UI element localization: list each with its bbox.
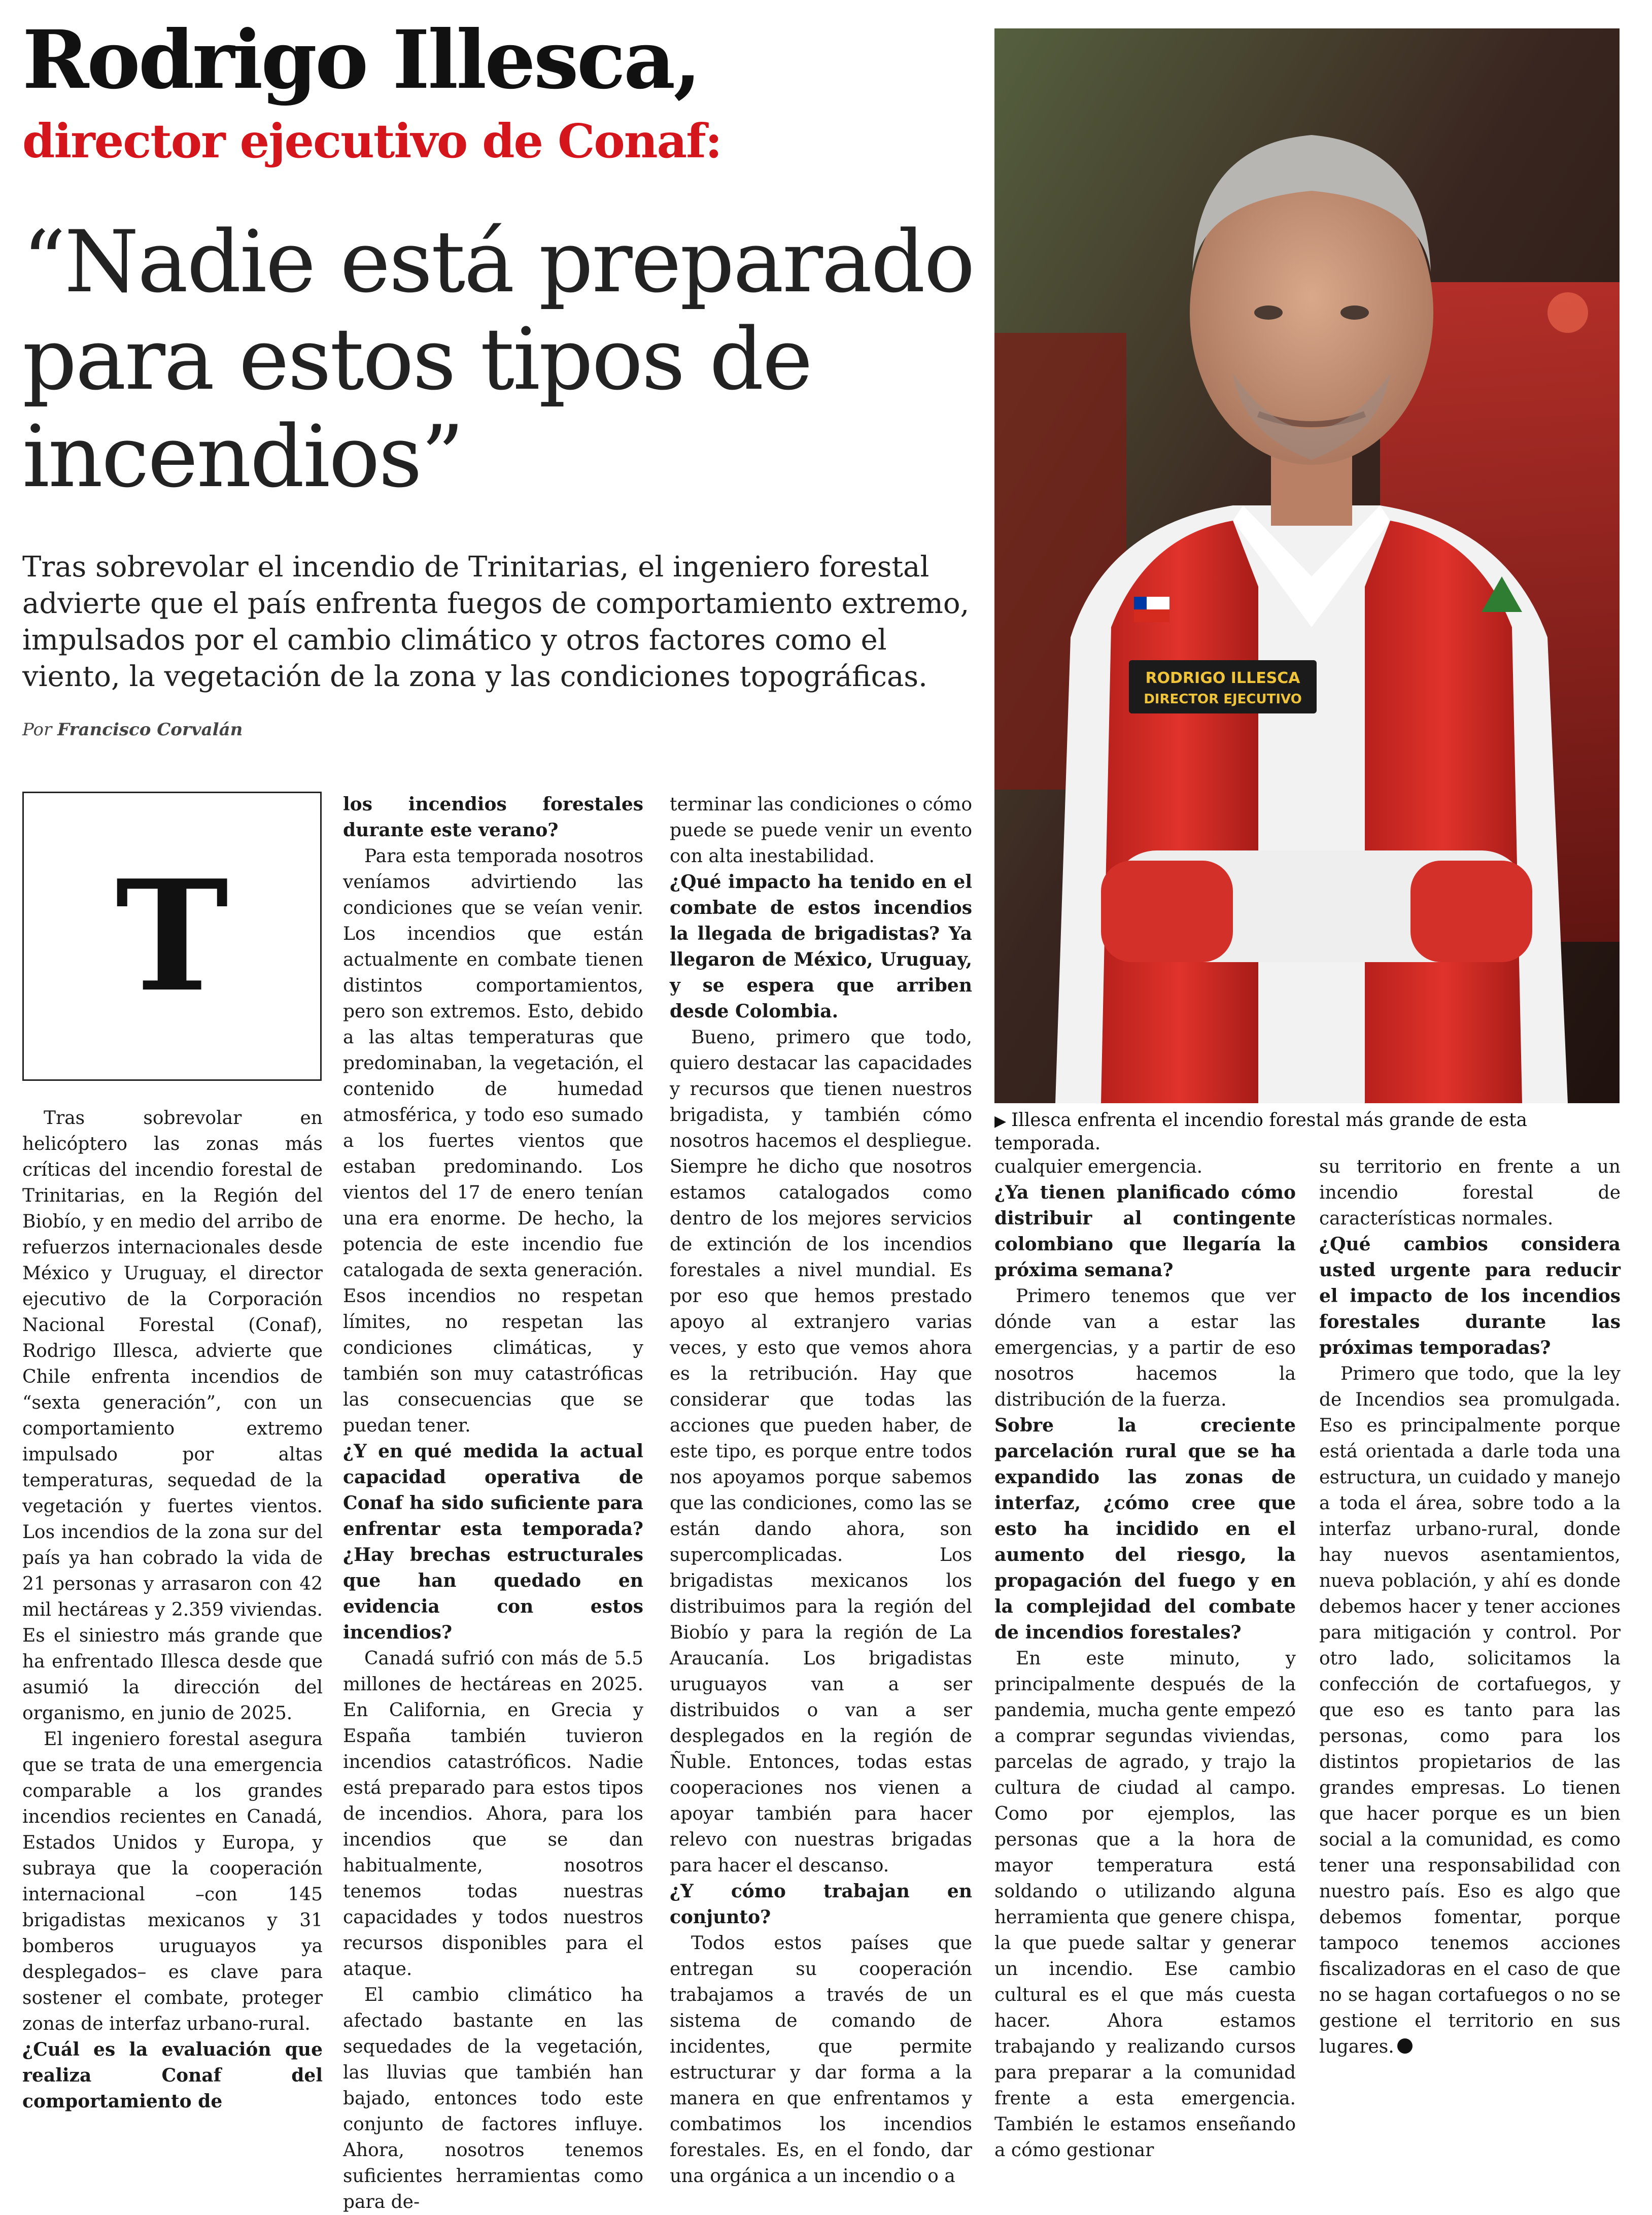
byline-prefix: Por bbox=[22, 720, 52, 740]
column-1 bbox=[22, 1105, 323, 2115]
column-5 bbox=[1319, 1154, 1621, 2060]
byline-author: Francisco Corvalán bbox=[57, 720, 243, 740]
headline-name: Rodrigo Illesca, bbox=[22, 13, 700, 107]
paragraph: El cambio climático ha afectado bastante en las sequedades de la vegetación, las lluvias que también han bajado, entonces todo este conjunto de factores influye. Ahora, nosotros tenemos suficientes herramientas como para de- bbox=[343, 1985, 643, 2212]
headline-quote: “Nadie está preparado para estos tipos de incendios” bbox=[22, 212, 974, 506]
dropcap-letter: T bbox=[115, 846, 229, 1026]
interview-question: ¿Y en qué medida la actual capacidad operativa de Conaf ha sido suficiente para enfrentar esta temporada? ¿Hay brechas estructurales que han quedado en evidencia con estos incendios? bbox=[343, 1441, 643, 1643]
portrait-illustration bbox=[994, 28, 1620, 1103]
badge-title: DIRECTOR EJECUTIVO bbox=[1144, 692, 1302, 707]
paragraph: su territorio en frente a un incendio forestal de características normales. bbox=[1319, 1156, 1621, 1229]
paragraph: Canadá sufrió con más de 5.5 millones de hectáreas en 2025. En California, en Grecia y España también tuvieron incendios catastróficos. Nadie está preparado para estos tipos de incendios. Ahora, para los incendios que se dan habitualmente, nosotros tenemos todas nuestras capacidades y todos nuestros recursos disponibles para el ataque. bbox=[343, 1648, 643, 1980]
article-lede: Tras sobrevolar el incendio de Trinitarias, el ingeniero forestal advierte que el país enfrenta fuegos de comportamiento extremo, impulsados por el cambio climático y otros factores como el viento, la vegetación de la zona y las condiciones topográficas. bbox=[22, 551, 970, 693]
paragraph: Para esta temporada nosotros veníamos advirtiendo las condiciones que se veían venir. Los incendios que están actualmente en combate tienen distintos comportamientos, pero son extremos. Esto, debido a las altas temperaturas que predominaban, la vegetación, el contenido de humedad atmosférica, y todo eso sumado a los fuertes vientos que estaban predominando. Los vientos del 17 de enero tenían una era enorme. De hecho, la potencia de este incendio fue catalogada de sexta generación. Esos incendios no respetan límites, no respetan las condiciones climáticas, y también son muy catastróficas las consecuencias que se puedan tener. bbox=[343, 846, 643, 1436]
paragraph: Bueno, primero que todo, quiero destacar las capacidades y recursos que tienen nuestros brigadista, y también cómo nosotros hacemos el despliegue. Siempre he dicho que nosotros estamos catalogados como dentro de los mejores servicios de extinción de los incendios forestales a nivel mundial. Es por eso que hemos prestado apoyo al extranjero varias veces, y esto que vemos ahora es la retribución. Hay que considerar que todas las acciones que pueden haber, de este tipo, es porque entre todos nos apoyamos porque sabemos que las condiciones, como las se están dando ahora, son supercomplicadas. Los brigadistas mexicanos los distribuimos para la región del Biobío y para la región de La Araucanía. Los brigadistas uruguayos van a ser distribuidos o van a ser desplegados en la región de Ñuble. Entonces, todas estas cooperaciones nos vienen a apoyar también para hacer relevo con nuestras brigadas para hacer el descanso. bbox=[670, 1027, 972, 1876]
dropcap-box bbox=[22, 792, 322, 1081]
interview-question: ¿Ya tienen planificado cómo distribuir al contingente colombiano que llegaría la próxima semana? bbox=[994, 1182, 1296, 1281]
paragraph: cualquier emergencia. bbox=[994, 1156, 1203, 1177]
final-paragraph-text: Primero que todo, que la ley de Incendios sea promulgada. Eso es principalmente porque está orientada a darle toda una estructura, un cuidado y manejo a toda el área, sobre todo a la interfaz urbano-rural, donde hay nuevos asentamientos, nueva población, y ahí es donde debemos hacer y tener acciones para mitigación y control. Por otro lado, solicitamos la confección de cortafuegos, y que eso es tanto para las personas, como para los distintos propietarios de las grandes empresas. Lo tienen que hacer porque es un bien social a la comunidad, es como tener una responsabilidad con nuestro país. Eso es algo que debemos fomentar, porque tampoco tenemos acciones fiscalizadoras en el caso de que no se hagan cortafuegos o no se gestione el territorio en sus lugares. bbox=[1319, 1364, 1621, 2057]
paragraph: Primero tenemos que ver dónde van a estar las emergencias, y a partir de eso nosotros hacemos la distribución de la fuerza. bbox=[994, 1286, 1296, 1410]
paragraph: En este minuto, y principalmente después de la pandemia, mucha gente empezó a comprar segundas viviendas, parcelas de agrado, y trajo la cultura de ciudad al campo. Como por ejemplos, las personas que a la hora de mayor temperatura está soldando o utilizando alguna herramienta que genere chispa, la que puede saltar y generar un incendio. Ese cambio cultural es el que más cuesta hacer. Ahora estamos trabajando y realizando cursos para preparar a la comunidad frente a esta emergencia. También le estamos enseñando a cómo gestionar bbox=[994, 1648, 1296, 2161]
interview-question: ¿Y cómo trabajan en conjunto? bbox=[670, 1881, 972, 1928]
paragraph: El ingeniero forestal asegura que se trata de una emergencia comparable a los grandes incendios recientes en Canadá, Estados Unidos y Europa, y subraya que la cooperación internacional –con 145 brigadistas mexicanos y 31 bomberos uruguayos ya desplegados– es clave para sostener el combate, proteger zonas de interfaz urbano-rural. bbox=[22, 1729, 323, 2034]
paragraph: terminar las condiciones o cómo puede se puede venir un evento con alta inestabilidad. bbox=[670, 794, 972, 867]
headline-role: director ejecutivo de Conaf: bbox=[22, 114, 721, 168]
paragraph: Todos estos países que entregan su cooperación trabajamos a través de un sistema de comando de incidentes, que permite estructurar y dar forma a la manera en que enfrentamos y combatimos los incendios forestales. Es, en el fondo, dar una orgánica a un incendio o a bbox=[670, 1933, 972, 2187]
interview-question: Sobre la creciente parcelación rural que se ha expandido las zonas de interfaz, ¿cómo cree que esto ha incidido en el aumento del riesgo, la propagación del fuego y en la complejidad del combate de incendios forestales? bbox=[994, 1415, 1296, 1643]
interview-question: los incendios forestales durante este verano? bbox=[343, 794, 643, 841]
portrait-photo bbox=[994, 28, 1620, 1103]
badge-name: RODRIGO ILLESCA bbox=[1145, 669, 1300, 687]
paragraph: Tras sobrevolar en helicóptero las zonas más críticas del incendio forestal de Trinitarias, en la Región del Biobío, y en medio del arribo de refuerzos internacionales desde México y Uruguay, el director ejecutivo de la Corporación Nacional Forestal (Conaf), Rodrigo Illesca, advierte que Chile enfrenta incendios de “sexta generación”, con un comportamiento extremo impulsado por altas temperaturas, sequedad de la vegetación y fuertes vientos. Los incendios de la zona sur del país ya han cobrado la vida de 21 personas y arrasaron con 42 mil hectáreas y 2.359 viviendas. Es el siniestro más grande que ha enfrentado Illesca desde que asumió la dirección del organismo, en junio de 2025. bbox=[22, 1108, 323, 1724]
column-2 bbox=[343, 792, 643, 2215]
column-3 bbox=[670, 792, 972, 2189]
paragraph bbox=[1319, 1361, 1621, 2060]
interview-question: ¿Qué cambios considera usted urgente para reducir el impacto de los incendios forestales durante las próximas temporadas? bbox=[1319, 1234, 1621, 1358]
photo-caption bbox=[994, 1109, 1624, 1155]
byline bbox=[22, 720, 631, 740]
caption-text: Illesca enfrenta el incendio forestal más grande de esta temporada. bbox=[994, 1110, 1527, 1154]
interview-question: ¿Qué impacto ha tenido en el combate de estos incendios la llegada de brigadistas? Ya llegaron de México, Uruguay, y se espera que arriben desde Colombia. bbox=[670, 871, 972, 1022]
interview-question: ¿Cuál es la evaluación que realiza Conaf del comportamiento de bbox=[22, 2039, 323, 2112]
caption-arrow-icon: ▶ bbox=[994, 1112, 1007, 1130]
column-4 bbox=[994, 1154, 1296, 2163]
end-of-article-icon bbox=[1397, 2038, 1413, 2054]
